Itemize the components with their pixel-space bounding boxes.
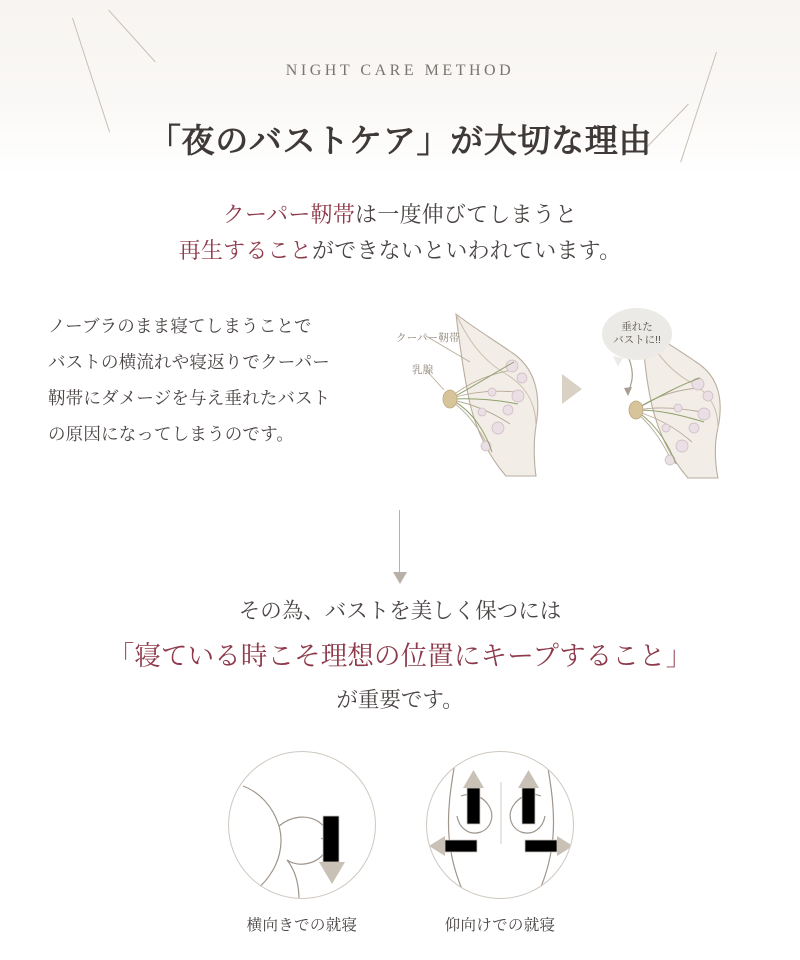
conclusion-line-1: その為、バストを美しく保つには bbox=[238, 599, 562, 624]
arrow-down-head bbox=[393, 572, 407, 584]
figure-back-sleeping bbox=[420, 751, 580, 935]
conclusion-line-2: 「寝ている時こそ理想の位置にキープすること」 bbox=[107, 640, 693, 671]
explanation-line: 靭帯にダメージを与え垂れたバスト bbox=[48, 388, 331, 409]
arrow-down-icon bbox=[0, 510, 800, 594]
arrow-up-left-icon bbox=[463, 770, 484, 824]
caption-back-sleeping: 仰向けでの就寝 bbox=[444, 917, 556, 935]
lead-line-1 bbox=[0, 197, 800, 233]
conclusion-line-3: が重要です。 bbox=[336, 688, 464, 713]
figure-side-sleeping bbox=[222, 751, 382, 935]
anatomy-illustration bbox=[386, 300, 758, 496]
arrow-stripes bbox=[323, 816, 339, 862]
lead-rest-2: ができないといわれています。 bbox=[312, 237, 622, 263]
page-title: 「夜のバストケア」が大切な理由 bbox=[147, 124, 653, 161]
arrow-down-head-icon bbox=[319, 862, 345, 884]
lead-highlight-1: クーパー靭帯 bbox=[222, 202, 356, 227]
explanation-line: の原因になってしまうのです。 bbox=[48, 424, 295, 445]
lead-highlight-2: 再生すること bbox=[178, 237, 312, 263]
lead-rest-1: は一度伸びてしまうと bbox=[355, 202, 578, 227]
bubble-line-1: 垂れた bbox=[621, 321, 653, 334]
header-eyebrow: NIGHT CARE METHOD bbox=[285, 62, 515, 79]
lead-line-2 bbox=[0, 233, 800, 269]
bubble-line-2: バストに!! bbox=[613, 334, 661, 347]
caption-side-sleeping: 横向きでの就寝 bbox=[246, 917, 358, 935]
label-cooper-ligament: クーパー靭帯 bbox=[396, 332, 460, 345]
conclusion-block bbox=[0, 594, 800, 717]
explanation-section bbox=[0, 300, 800, 510]
decorative-line-top-left-2 bbox=[108, 10, 156, 63]
label-mammary-gland: 乳腺 bbox=[412, 364, 434, 377]
arrow-down-shaft bbox=[399, 510, 400, 576]
lead-copy bbox=[0, 197, 800, 268]
arrow-up-right-icon bbox=[518, 770, 539, 824]
triangle-right-icon bbox=[562, 374, 582, 404]
explanation-line: ノーブラのまま寝てしまうことで bbox=[48, 316, 312, 337]
side-sleeping-svg bbox=[229, 752, 376, 899]
back-sleeping-circle bbox=[426, 751, 574, 899]
sleeping-position-figures bbox=[0, 751, 800, 960]
side-sleeping-circle bbox=[228, 751, 376, 899]
arrow-right-icon bbox=[525, 836, 573, 856]
page-header bbox=[0, 0, 800, 175]
explanation-line: バストの横流れや寝返りでクーパー bbox=[48, 352, 330, 373]
back-sleeping-svg bbox=[427, 752, 574, 899]
explanation-paragraph bbox=[48, 308, 378, 452]
arrow-left-icon bbox=[429, 836, 477, 856]
sagging-callout-bubble bbox=[602, 308, 672, 360]
